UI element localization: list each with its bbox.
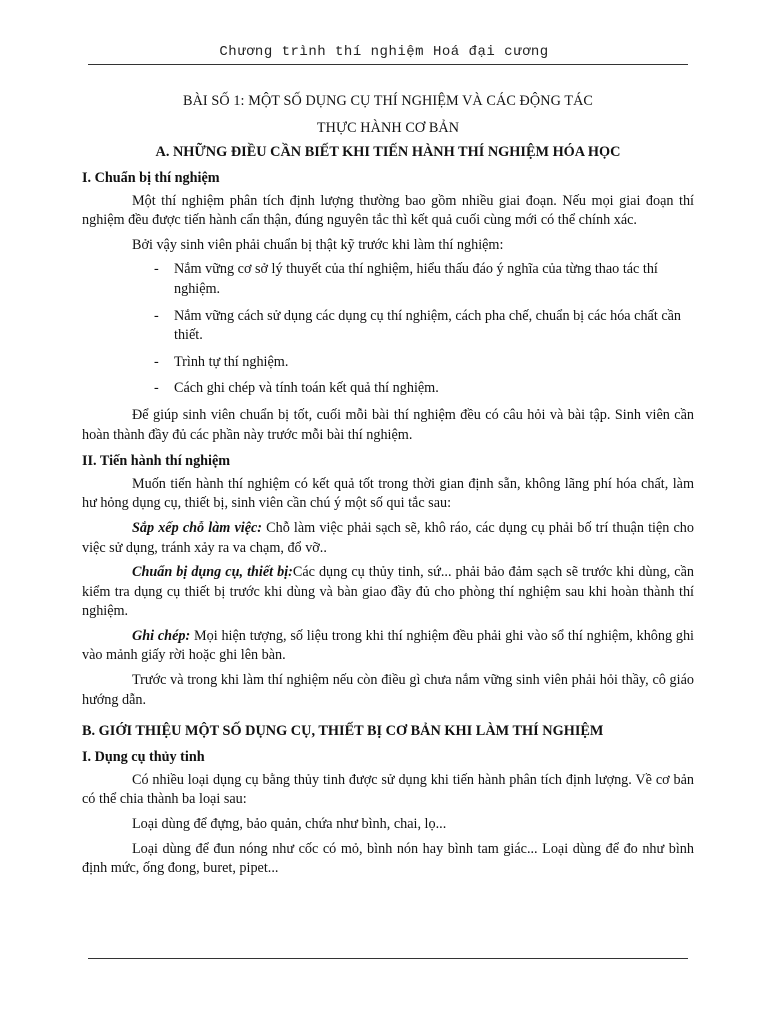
list-item [154,260,694,299]
section-a-1-paragraph-1: Một thí nghiệm phân tích định lượng thường bao gồm nhiều giai đoạn. Nếu mọi giai đoạn thí nghiệm đều được tiến hành cẩn thận, đúng nguyên tắc thì kết quả cuối cùng mới có thể chính xác. [82,192,694,229]
section-b-1-heading: I. Dụng cụ thủy tinh [82,749,205,766]
rule-workspace-text: Chỗ làm việc phải sạch sẽ, khô ráo, các dụng cụ phải bố trí thuận tiện cho việc sử dụng, tránh xảy ra va chạm, đổ vỡ.. [82,519,694,556]
rule-workspace-label: Sắp xếp chỗ làm việc: [132,519,263,536]
dash-bullet: - [154,353,159,370]
list-item-text: Trình tự thí nghiệm. [174,353,289,370]
list-item-text: Nắm vững cơ sở lý thuyết của thí nghiệm, hiểu thấu đáo ý nghĩa của từng thao tác thí nghiệm. [174,261,658,297]
document-body [82,86,694,884]
section-a-1-paragraph-3: Để giúp sinh viên chuẩn bị tốt, cuối mỗi bài thí nghiệm đều có câu hỏi và bài tập. Sinh viên cần hoàn thành đầy đủ các phần này trước mỗi bài thí nghiệm. [82,406,694,443]
footer-rule [88,958,688,959]
section-b-1-paragraph-1: Có nhiều loại dụng cụ bằng thủy tinh được sử dụng khi tiến hành phân tích định lượng. Về cơ bản có thể chia thành ba loại sau: [82,771,694,808]
rule-workspace [82,519,694,558]
rule-equipment-label: Chuẩn bị dụng cụ, thiết bị: [132,564,293,581]
section-a-heading: A. NHỮNG ĐIỀU CẦN BIẾT KHI TIẾN HÀNH THÍ NGHIỆM HÓA HỌC [155,144,621,160]
dash-bullet: - [154,307,159,324]
section-a-1-paragraph-2: Bởi vậy sinh viên phải chuẩn bị thật kỹ trước khi làm thí nghiệm: [132,236,504,253]
list-item [154,353,694,373]
section-b-1-paragraph-2: Loại dùng để đựng, bảo quản, chứa như bình, chai, lọ... [132,816,447,833]
list-item-text: Cách ghi chép và tính toán kết quả thí nghiệm. [174,380,439,397]
rule-notes-text: Mọi hiện tượng, số liệu trong khi thí nghiệm đều phải ghi vào sổ thí nghiệm, không ghi vào mảnh giấy rời hoặc ghi lên bàn. [82,627,695,664]
list-item-text: Nắm vững cách sử dụng các dụng cụ thí nghiệm, cách pha chế, chuẩn bị các hóa chất cần thiết. [174,307,682,344]
section-a-2-paragraph-2: Trước và trong khi làm thí nghiệm nếu còn điều gì chưa nắm vững sinh viên phải hỏi thầy, cô giáo hướng dẫn. [82,672,694,708]
header-rule [88,64,688,65]
lesson-title-line2: THỰC HÀNH CƠ BẢN [316,120,460,136]
section-b-1-paragraph-3: Loại dùng để đun nóng như cốc có mỏ, bình nón hay bình tam giác... Loại dùng để đo như bình định mức, ống đong, buret, pipet... [82,840,694,877]
list-item [154,379,694,399]
rule-equipment-text: Các dụng cụ thủy tinh, sứ... phải bảo đảm sạch sẽ trước khi dùng, cần kiểm tra dụng cụ thiết bị trước khi dùng và bàn giao đầy đủ cho phòng thí nghiệm sau khi hoàn thành thí nghiệm. [82,564,694,620]
list-item [154,307,694,346]
dash-bullet: - [154,380,159,397]
section-b-heading: B. GIỚI THIỆU MỘT SỐ DỤNG CỤ, THIẾT BỊ CƠ BẢN KHI LÀM THÍ NGHIỆM [82,723,604,740]
lesson-title [82,88,694,142]
page-header: Chương trình thí nghiệm Hoá đại cương [219,44,549,60]
dash-bullet: - [154,261,159,278]
section-a-1-heading: I. Chuẩn bị thí nghiệm [82,170,220,186]
section-a-2-paragraph-1: Muốn tiến hành thí nghiệm có kết quả tốt trong thời gian định sẵn, không lãng phí hóa chất, làm hư hỏng dụng cụ, thiết bị, sinh viên cần chú ý một số qui tắc sau: [82,475,694,512]
rule-equipment [82,563,694,622]
section-a-2-heading: II. Tiến hành thí nghiệm [82,453,231,470]
lesson-title-line1: BÀI SỐ 1: MỘT SỐ DỤNG CỤ THÍ NGHIỆM VÀ CÁC ĐỘNG TÁC [183,93,593,109]
preparation-list [82,260,694,399]
rule-notes-label: Ghi chép: [132,627,191,644]
rule-notes [82,627,694,666]
